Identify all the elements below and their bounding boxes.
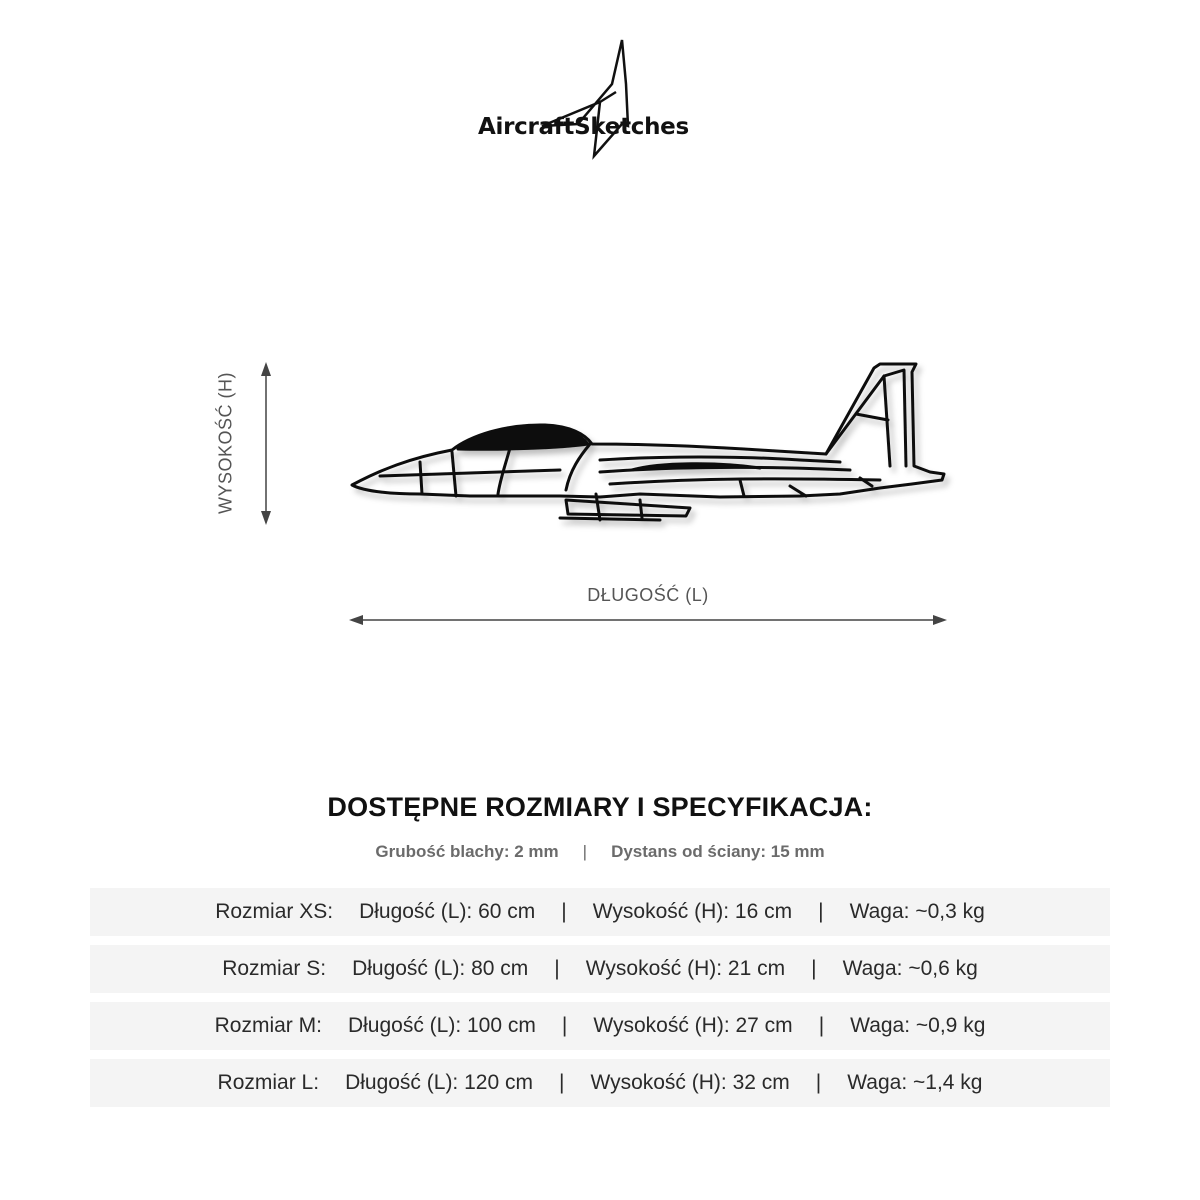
size-weight: Waga: ~0,9 kg (850, 1014, 986, 1037)
distance-spec: Dystans od ściany: 15 mm (611, 842, 825, 861)
page-title: DOSTĘPNE ROZMIARY I SPECYFIKACJA: (327, 792, 873, 822)
size-height: Wysokość (H): 32 cm (590, 1071, 790, 1094)
size-name: Rozmiar M: (214, 1014, 322, 1037)
separator: | (554, 957, 560, 980)
separator: | (561, 900, 567, 923)
size-height: Wysokość (H): 27 cm (593, 1014, 793, 1037)
size-length: Długość (L): 100 cm (347, 1014, 536, 1037)
height-arrow (261, 362, 271, 525)
size-table (90, 888, 1110, 1116)
size-name: Rozmiar XS: (215, 900, 334, 923)
length-arrow (349, 615, 947, 625)
separator: | (561, 1014, 568, 1037)
size-row-m (90, 1002, 1110, 1050)
separator: | (558, 1071, 565, 1094)
size-name: Rozmiar S: (222, 957, 327, 980)
size-weight: Waga: ~0,6 kg (842, 957, 978, 980)
size-row-l (90, 1059, 1110, 1107)
brand-name: AircraftSketches (478, 114, 689, 140)
thickness-spec: Grubość blachy: 2 mm (375, 842, 559, 861)
size-height: Wysokość (H): 16 cm (592, 900, 793, 923)
aircraft-dimension-diagram (0, 340, 1200, 660)
jet-logo-icon (470, 36, 730, 160)
size-row-xs (90, 888, 1110, 936)
size-length: Długość (L): 120 cm (345, 1071, 533, 1094)
size-weight: Waga: ~0,3 kg (849, 900, 985, 923)
brand-logo (470, 36, 730, 160)
height-label: WYSOKOŚĆ (H) (215, 371, 236, 515)
size-length: Długość (L): 60 cm (359, 900, 536, 923)
separator: | (818, 900, 824, 923)
separator: | (815, 1071, 822, 1094)
size-weight: Waga: ~1,4 kg (847, 1071, 983, 1094)
length-label: DŁUGOŚĆ (L) (587, 585, 709, 605)
separator: | (582, 842, 588, 861)
size-name: Rozmiar L: (217, 1071, 320, 1094)
size-length: Długość (L): 80 cm (352, 957, 529, 980)
material-specs (0, 842, 1200, 862)
separator: | (818, 1014, 825, 1037)
fighter-jet-silhouette (352, 364, 944, 520)
size-row-s (90, 945, 1110, 993)
size-height: Wysokość (H): 21 cm (585, 957, 786, 980)
separator: | (811, 957, 817, 980)
